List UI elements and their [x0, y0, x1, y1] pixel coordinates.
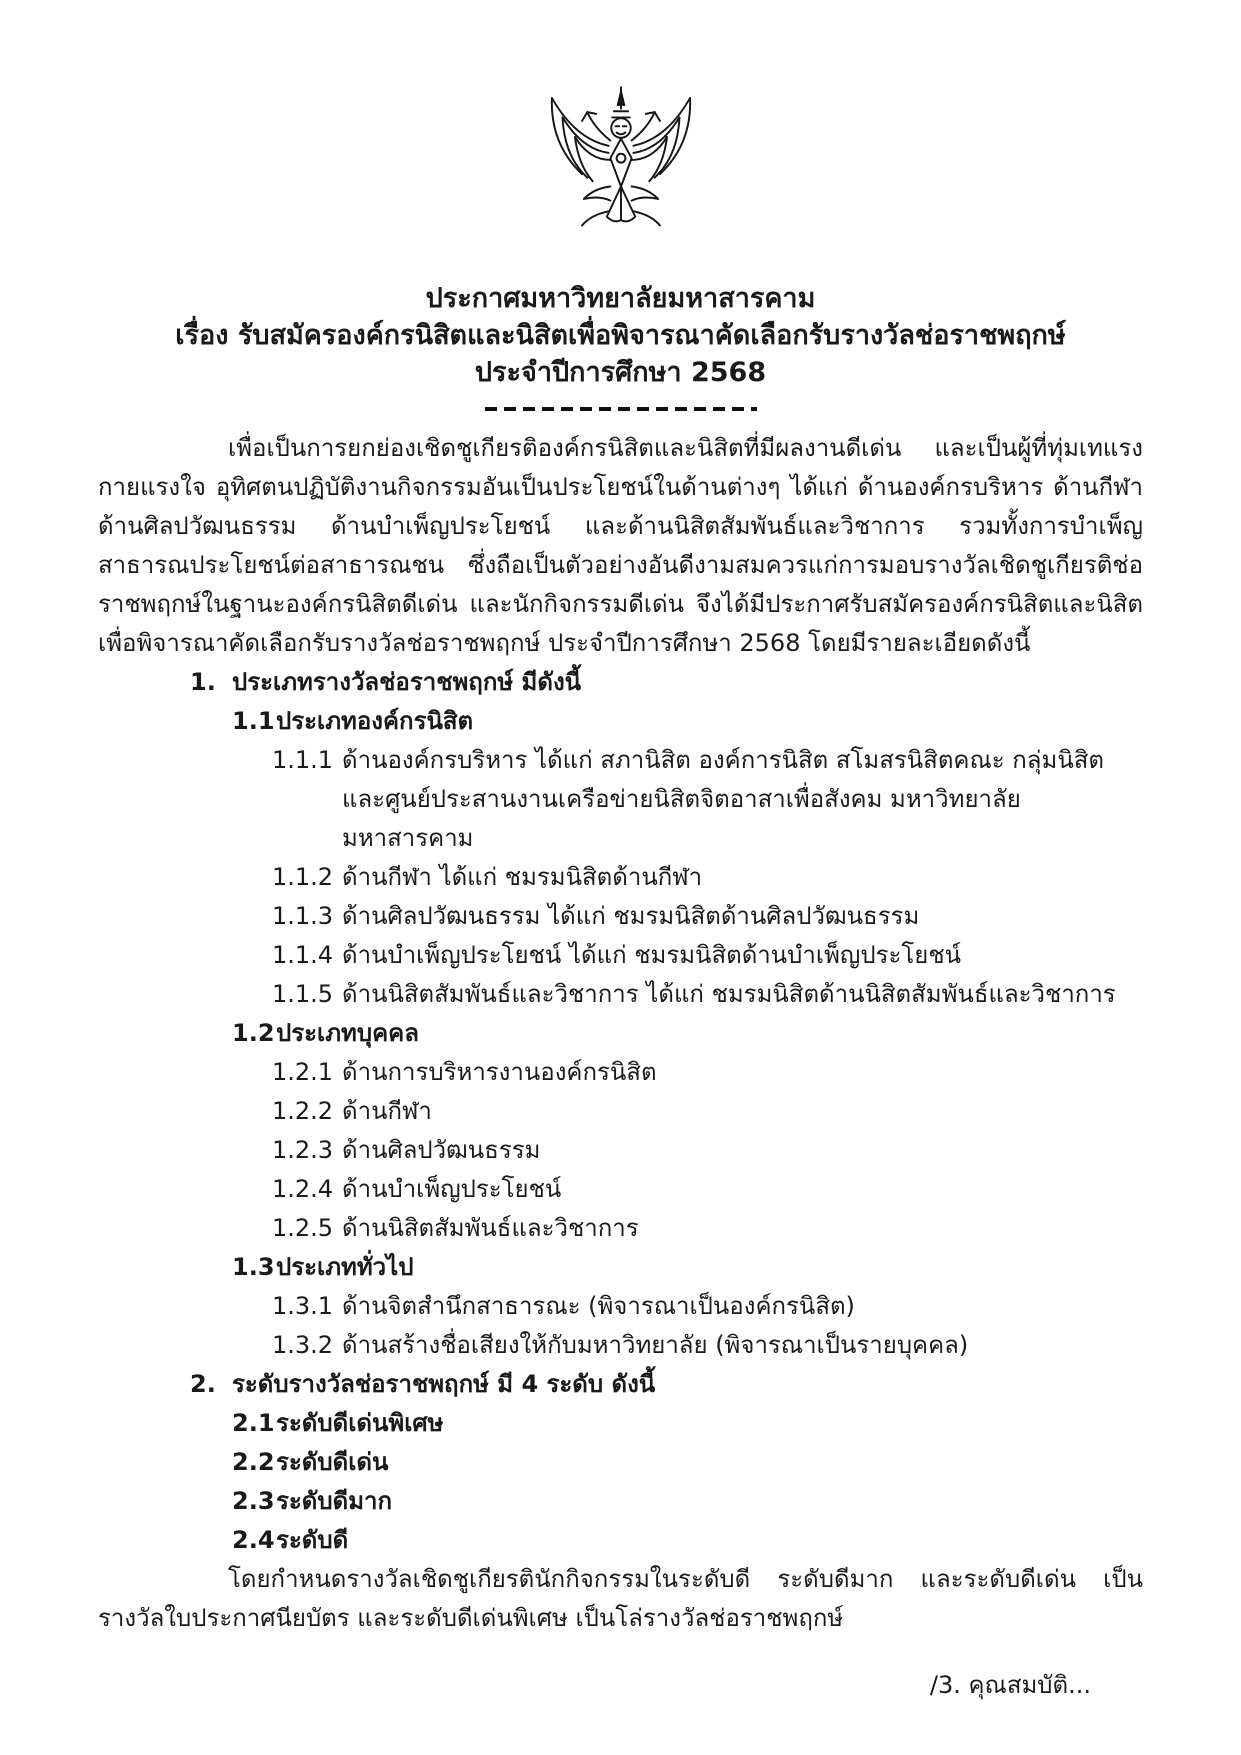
outline-item-1-3: [98, 1248, 1143, 1287]
outline-item-text: ประเภทบุคคล: [276, 1019, 419, 1047]
outline-item-text: ด้านสร้างชื่อเสียงให้กับมหาวิทยาลัย (พิจารณาเป็นรายบุคคล): [342, 1331, 969, 1359]
outline-item-1-2-4: [98, 1170, 1143, 1209]
outline-item-number: 1.2.2: [272, 1097, 334, 1125]
outline-item-number: 1.2.5: [272, 1214, 334, 1242]
announcement-title: ประกาศมหาวิทยาลัยมหาสารคาม: [425, 283, 816, 314]
outline-item-number: 1.2.1: [272, 1058, 334, 1086]
intro-paragraph: เพื่อเป็นการยกย่องเชิดชูเกียรติองค์กรนิสิตและนิสิตที่มีผลงานดีเด่น และเป็นผู้ที่ทุ่มเทแรงกายแรงใจ อุทิศตนปฏิบัติงานกิจกรรมอันเป็นประโยชน์ในด้านต่างๆ ได้แก่ ด้านองค์กรบริหาร ด้านกีฬา ด้านศิลปวัฒนธรรม ด้านบำเพ็ญประโยชน์ และด้านนิสิตสัมพันธ์และวิชาการ รวมทั้งการบำเพ็ญสาธารณประโยชน์ต่อสาธารณชน ซึ่งถือเป็นตัวอย่างอันดีงามสมควรแก่การมอบรางวัลเชิดชูเกียรติช่อราชพฤกษ์ในฐานะองค์กรนิสิตดีเด่น และนักกิจกรรมดีเด่น จึงได้มีประกาศรับสมัครองค์กรนิสิตและนิสิตเพื่อพิจารณาคัดเลือกรับรางวัลช่อราชพฤกษ์ ประจำปีการศึกษา 2568 โดยมีรายละเอียดดังนี้: [98, 434, 1143, 657]
outline-item-number: 1.1.1: [272, 746, 334, 774]
outline-item-number: 1.3.1: [272, 1292, 334, 1320]
outline-item-1: [98, 663, 1143, 702]
outline-item-2-4: [98, 1521, 1143, 1560]
outline-item-number: 1.1: [232, 707, 275, 735]
academic-year: ประจำปีการศึกษา 2568: [474, 357, 767, 388]
outline-item-number: 2.: [190, 1370, 216, 1398]
outline-item-number: 1.2.4: [272, 1175, 334, 1203]
outline-item-text: ประเภทองค์กรนิสิต: [276, 707, 474, 735]
outline-item-number: 1.1.4: [272, 941, 334, 969]
outline-item-number: 1.2.3: [272, 1136, 334, 1164]
outline-item-number: 2.4: [232, 1526, 275, 1554]
outline-item-number: 1.3: [232, 1253, 275, 1281]
dashed-divider: [485, 407, 757, 411]
outline-item-text: ระดับรางวัลช่อราชพฤกษ์ มี 4 ระดับ ดังนี้: [232, 1370, 656, 1398]
outline-item-2-2: [98, 1443, 1143, 1482]
outline-item-text: ระดับดีมาก: [276, 1487, 393, 1515]
outline-item-text: ระดับดีเด่น: [276, 1448, 389, 1476]
outline-item-2: [98, 1365, 1143, 1404]
title-block: [98, 280, 1143, 391]
emblem-container: [98, 82, 1143, 268]
outline-item-number: 1.1.2: [272, 863, 334, 891]
outline-item-1-1-4: [98, 936, 1143, 975]
outline-item-1-2-5: [98, 1209, 1143, 1248]
outline-item-number: 2.1: [232, 1409, 275, 1437]
page-continuation-mark: /3. คุณสมบัติ...: [929, 1671, 1091, 1699]
outline-item-text: ด้านบำเพ็ญประโยชน์ ได้แก่ ชมรมนิสิตด้านบำเพ็ญประโยชน์: [342, 941, 962, 969]
outline-item-text: ด้านบำเพ็ญประโยชน์: [342, 1175, 562, 1203]
outline-item-text: ระดับดี: [276, 1526, 349, 1554]
outline-item-1-3-1: [98, 1287, 1143, 1326]
outline-item-number: 2.3: [232, 1487, 275, 1515]
outline-item-text: ด้านจิตสำนึกสาธารณะ (พิจารณาเป็นองค์กรนิสิต): [342, 1292, 855, 1320]
outline-item-number: 1.1.5: [272, 980, 334, 1008]
outline-item-text: ระดับดีเด่นพิเศษ: [276, 1409, 444, 1437]
outline-item-1-2: [98, 1014, 1143, 1053]
outline-item-text: ด้านศิลปวัฒนธรรม: [342, 1136, 541, 1164]
outline-item-text: ด้านนิสิตสัมพันธ์และวิชาการ: [342, 1214, 639, 1242]
outline-item-number: 1.1.3: [272, 902, 334, 930]
outline-item-1-1: [98, 702, 1143, 741]
announcement-subject: เรื่อง รับสมัครองค์กรนิสิตและนิสิตเพื่อพิจารณาคัดเลือกรับรางวัลช่อราชพฤกษ์: [175, 320, 1066, 351]
outline-item-1-1-2: [98, 858, 1143, 897]
outline-item-1-1-3: [98, 897, 1143, 936]
outline-item-1-1-5: [98, 975, 1143, 1014]
outline-item-2-1: [98, 1404, 1143, 1443]
outline-list: [98, 663, 1143, 1560]
closing-paragraph: โดยกำหนดรางวัลเชิดชูเกียรตินักกิจกรรมในระดับดี ระดับดีมาก และระดับดีเด่น เป็นรางวัลใบประกาศนียบัตร และระดับดีเด่นพิเศษ เป็นโล่รางวัลช่อราชพฤกษ์: [98, 1565, 1143, 1632]
outline-item-number: 1.3.2: [272, 1331, 334, 1359]
outline-item-1-1-1: [98, 741, 1143, 858]
outline-item-number: 2.2: [232, 1448, 275, 1476]
outline-item-1-3-2: [98, 1326, 1143, 1365]
outline-item-number: 1.: [190, 668, 216, 696]
outline-item-text: ด้านนิสิตสัมพันธ์และวิชาการ ได้แก่ ชมรมนิสิตด้านนิสิตสัมพันธ์และวิชาการ: [342, 980, 1116, 1008]
outline-item-text: ด้านองค์กรบริหาร ได้แก่ สภานิสิต องค์การนิสิต สโมสรนิสิตคณะ กลุ่มนิสิต และศูนย์ประสานงานเครือข่ายนิสิตจิตอาสาเพื่อสังคม มหาวิทยาลัยมหาสารคาม: [342, 746, 1104, 852]
outline-item-text: ด้านศิลปวัฒนธรรม ได้แก่ ชมรมนิสิตด้านศิลปวัฒนธรรม: [342, 902, 920, 930]
garuda-emblem-icon: [532, 82, 710, 268]
outline-item-text: ด้านกีฬา: [342, 1097, 432, 1125]
outline-item-1-2-2: [98, 1092, 1143, 1131]
outline-item-number: 1.2: [232, 1019, 275, 1047]
outline-item-text: ประเภททั่วไป: [276, 1253, 414, 1281]
outline-item-text: ประเภทรางวัลช่อราชพฤกษ์ มีดังนี้: [232, 668, 582, 696]
outline-item-1-2-1: [98, 1053, 1143, 1092]
outline-item-text: ด้านการบริหารงานองค์กรนิสิต: [342, 1058, 657, 1086]
outline-item-1-2-3: [98, 1131, 1143, 1170]
outline-item-2-3: [98, 1482, 1143, 1521]
outline-item-text: ด้านกีฬา ได้แก่ ชมรมนิสิตด้านกีฬา: [342, 863, 703, 891]
